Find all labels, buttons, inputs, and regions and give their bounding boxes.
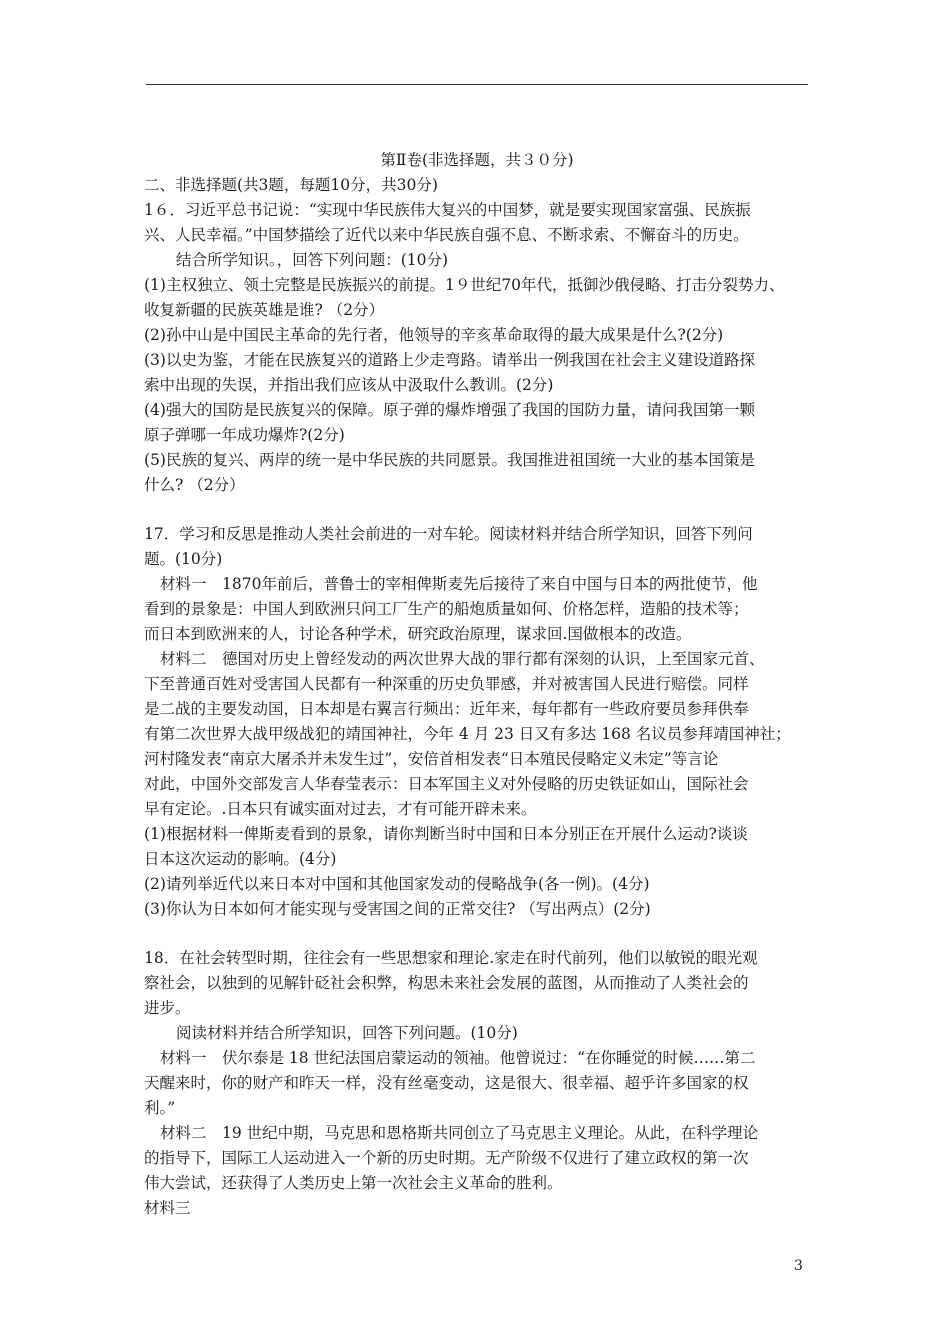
- q17-sub-question: (2)请列举近代以来日本对中国和其他国家发动的侵略战争(各一例)。(4分): [144, 875, 650, 893]
- q18-material-one: 材料一 伏尔泰是 18 世纪法国启蒙运动的领袖。他曾说过：“在你睡觉的时候……第二: [160, 1049, 756, 1067]
- q17-material-two: 对此，中国外交部发言人华春莹表示：日本军国主义对外侵略的历史铁证如山，国际社会: [144, 775, 749, 793]
- q16-sub-question: 索中出现的失误，并指出我们应该从中汲取什么教训。(2分): [144, 376, 554, 394]
- q17-sub-question: 日本这次运动的影响。(4分): [144, 850, 337, 868]
- q18-material-two: 的指导下，国际工人运动进入一个新的历史时期。无产阶级不仅进行了建立政权的第一次: [144, 1149, 749, 1167]
- page-number: 3: [794, 1258, 803, 1274]
- q16-sub-question: (3)以史为鉴，才能在民族复兴的道路上少走弯路。请举出一例我国在社会主义建设道路探: [144, 351, 755, 369]
- q18-material-three-label: 材料三: [144, 1199, 191, 1217]
- q18-material-one: 利。”: [144, 1099, 176, 1117]
- q18-material-two: 材料二 19 世纪中期，马克思和恩格斯共同创立了马克思主义理论。从此，在科学理论: [160, 1124, 759, 1142]
- q18-material-one: 天醒来时，你的财产和昨天一样，没有丝毫变动，这是很大、很幸福、超乎许多国家的权: [144, 1074, 749, 1092]
- q16-sub-question: 原子弹哪一年成功爆炸?(2分): [144, 426, 345, 444]
- q17-material-two: 下至普通百姓对受害国人民都有一种深重的历史负罪感，并对被害国人民进行赔偿。同样: [144, 675, 749, 693]
- q16-sub-question: (1)主权独立、领土完整是民族振兴的前提。1９世纪70年代，抵御沙俄侵略、打击分裂势力、: [144, 276, 785, 294]
- q17-stem-line: 17．学习和反思是推动人类社会前进的一对车轮。阅读材料并结合所学知识，回答下列问: [144, 525, 753, 543]
- spacer: [144, 498, 810, 522]
- q17-material-two: 材料二 德国对历史上曾经发动的两次世界大战的罪行都有深刻的认识，上至国家元首、: [160, 650, 765, 668]
- q16-sub-question: (4)强大的国防是民族复兴的保障。原子弹的爆炸增强了我国的国防力量，请问我国第一颗: [144, 401, 755, 419]
- header-rule: [146, 84, 808, 85]
- q16-sub-question: 收复新疆的民族英雄是谁? （2分）: [144, 301, 385, 319]
- q17-material-two: 早有定论。.日本只有诚实面对过去，才有可能开辟未来。: [144, 800, 537, 818]
- q17-stem-line: 题。(10分): [144, 550, 223, 568]
- spacer: [144, 922, 810, 946]
- q17-sub-question: (3)你认为日本如何才能实现与受害国之间的正常交往? （写出两点）(2分): [144, 900, 651, 918]
- q18-instruction: 阅读材料并结合所学知识，回答下列问题。(10分): [176, 1024, 518, 1042]
- q16-sub-question: (5)民族的复兴、两岸的统一是中华民族的共同愿景。我国推进祖国统一大业的基本国策是: [144, 451, 755, 469]
- q16-stem-line: 兴、人民幸福。”中国梦描绘了近代以来中华民族自强不息、不断求索、不懈奋斗的历史。: [144, 226, 749, 244]
- part-heading: 二、非选择题(共3题，每题10分，共30分): [144, 176, 438, 194]
- q18-material-two: 伟大尝试，还获得了人类历史上第一次社会主义革命的胜利。: [144, 1174, 563, 1192]
- q16-sub-question: (2)孙中山是中国民主革命的先行者，他领导的辛亥革命取得的最大成果是什么?(2分): [144, 326, 724, 344]
- q17-material-one: 看到的景象是：中国人到欧洲只问工厂生产的船炮质量如何、价格怎样，造船的技术等；: [144, 600, 749, 618]
- q18-stem-line: 进步。: [144, 999, 191, 1017]
- q16-instruction: 结合所学知识。，回答下列问题：(10分): [176, 251, 449, 269]
- q17-material-two: 是二战的主要发动国，日本却是右翼言行频出：近年来，每年都有一些政府要员参拜供奉: [144, 700, 749, 718]
- question-16: [144, 198, 810, 498]
- question-18: [144, 946, 810, 1221]
- q17-material-one: 而日本到欧洲来的人，讨论各种学术，研究政治原理，谋求回.国做根本的改造。: [144, 625, 692, 643]
- q16-sub-question: 什么? （2分）: [144, 476, 245, 494]
- q18-stem-line: 察社会，以独到的见解针砭社会积弊，构思未来社会发展的蓝图，从而推动了人类社会的: [144, 974, 749, 992]
- q17-material-two: 有第二次世界大战甲级战犯的靖国神社，今年 4 月 23 日又有多达 168 名议员参拜靖国神社；: [144, 725, 791, 743]
- question-17: [144, 522, 810, 922]
- q17-material-two: 河村隆发表“南京大屠杀并未发生过”，安倍首相发表“日本殖民侵略定义未定”等言论: [144, 750, 719, 768]
- document-body: [144, 148, 810, 1221]
- q17-material-one: 材料一 1870年前后，普鲁士的宰相俾斯麦先后接待了来自中国与日本的两批使节，他: [160, 575, 758, 593]
- q18-stem-line: 18．在社会转型时期，往往会有一些思想家和理论.家走在时代前列，他们以敏锐的眼光观: [144, 949, 758, 967]
- q16-stem-line: 1６．习近平总书记说：“实现中华民族伟大复兴的中国梦，就是要实现国家富强、民族振: [144, 201, 751, 219]
- section-title: 第Ⅱ卷(非选择题，共３０分): [380, 151, 574, 169]
- q17-sub-question: (1)根据材料一俾斯麦看到的景象，请你判断当时中国和日本分别正在开展什么运动?谈谈: [144, 825, 748, 843]
